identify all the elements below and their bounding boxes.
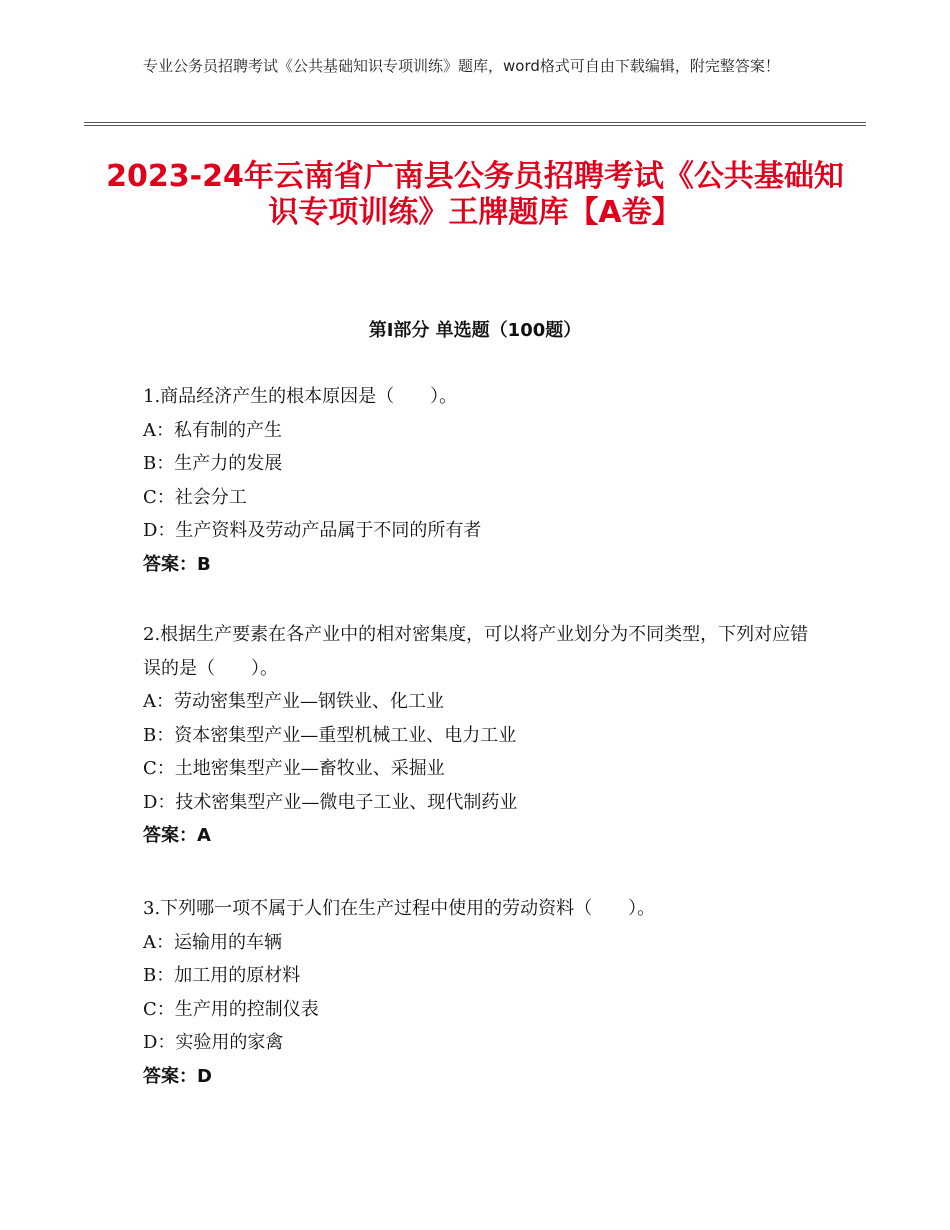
option-d: D：技术密集型产业—微电子工业、现代制药业 <box>143 791 518 813</box>
option-b: B：资本密集型产业—重型机械工业、电力工业 <box>143 724 517 746</box>
option-d: D：实验用的家禽 <box>143 1032 284 1053</box>
question-2 <box>143 618 823 853</box>
option-a: A：运输用的车辆 <box>143 931 282 953</box>
option-d: D：生产资料及劳动产品属于不同的所有者 <box>143 520 482 541</box>
answer: 答案：D <box>143 1065 212 1087</box>
question-stem: 1.商品经济产生的根本原因是（ ）。 <box>143 386 458 407</box>
option-b: B：生产力的发展 <box>143 453 283 474</box>
option-a: A：劳动密集型产业—钢铁业、化工业 <box>143 691 444 712</box>
section-title: 第Ⅰ部分 单选题（100题） <box>368 320 582 341</box>
question-3 <box>143 892 823 1093</box>
header-rule-bottom <box>84 125 866 126</box>
header-note: 专业公务员招聘考试《公共基础知识专项训练》题库，word格式可自由下载编辑，附完整答案！ <box>143 57 780 75</box>
option-c: C：生产用的控制仪表 <box>143 998 319 1020</box>
answer: 答案：A <box>143 825 211 846</box>
answer: 答案：B <box>143 553 211 575</box>
document-title: 2023-24年云南省广南县公务员招聘考试《公共基础知识专项训练》王牌题库【A卷】 <box>106 159 844 230</box>
option-c: C：社会分工 <box>143 486 247 508</box>
option-c: C：土地密集型产业—畜牧业、采掘业 <box>143 758 445 779</box>
option-b: B：加工用的原材料 <box>143 965 301 986</box>
question-stem: 2.根据生产要素在各产业中的相对密集度，可以将产业划分为不同类型，下列对应错误的是（ ）。 <box>143 624 809 679</box>
option-a: A：私有制的产生 <box>143 419 282 441</box>
header-rule-top <box>84 122 866 123</box>
question-stem: 3.下列哪一项不属于人们在生产过程中使用的劳动资料（ ）。 <box>143 898 656 919</box>
question-1 <box>143 380 823 581</box>
